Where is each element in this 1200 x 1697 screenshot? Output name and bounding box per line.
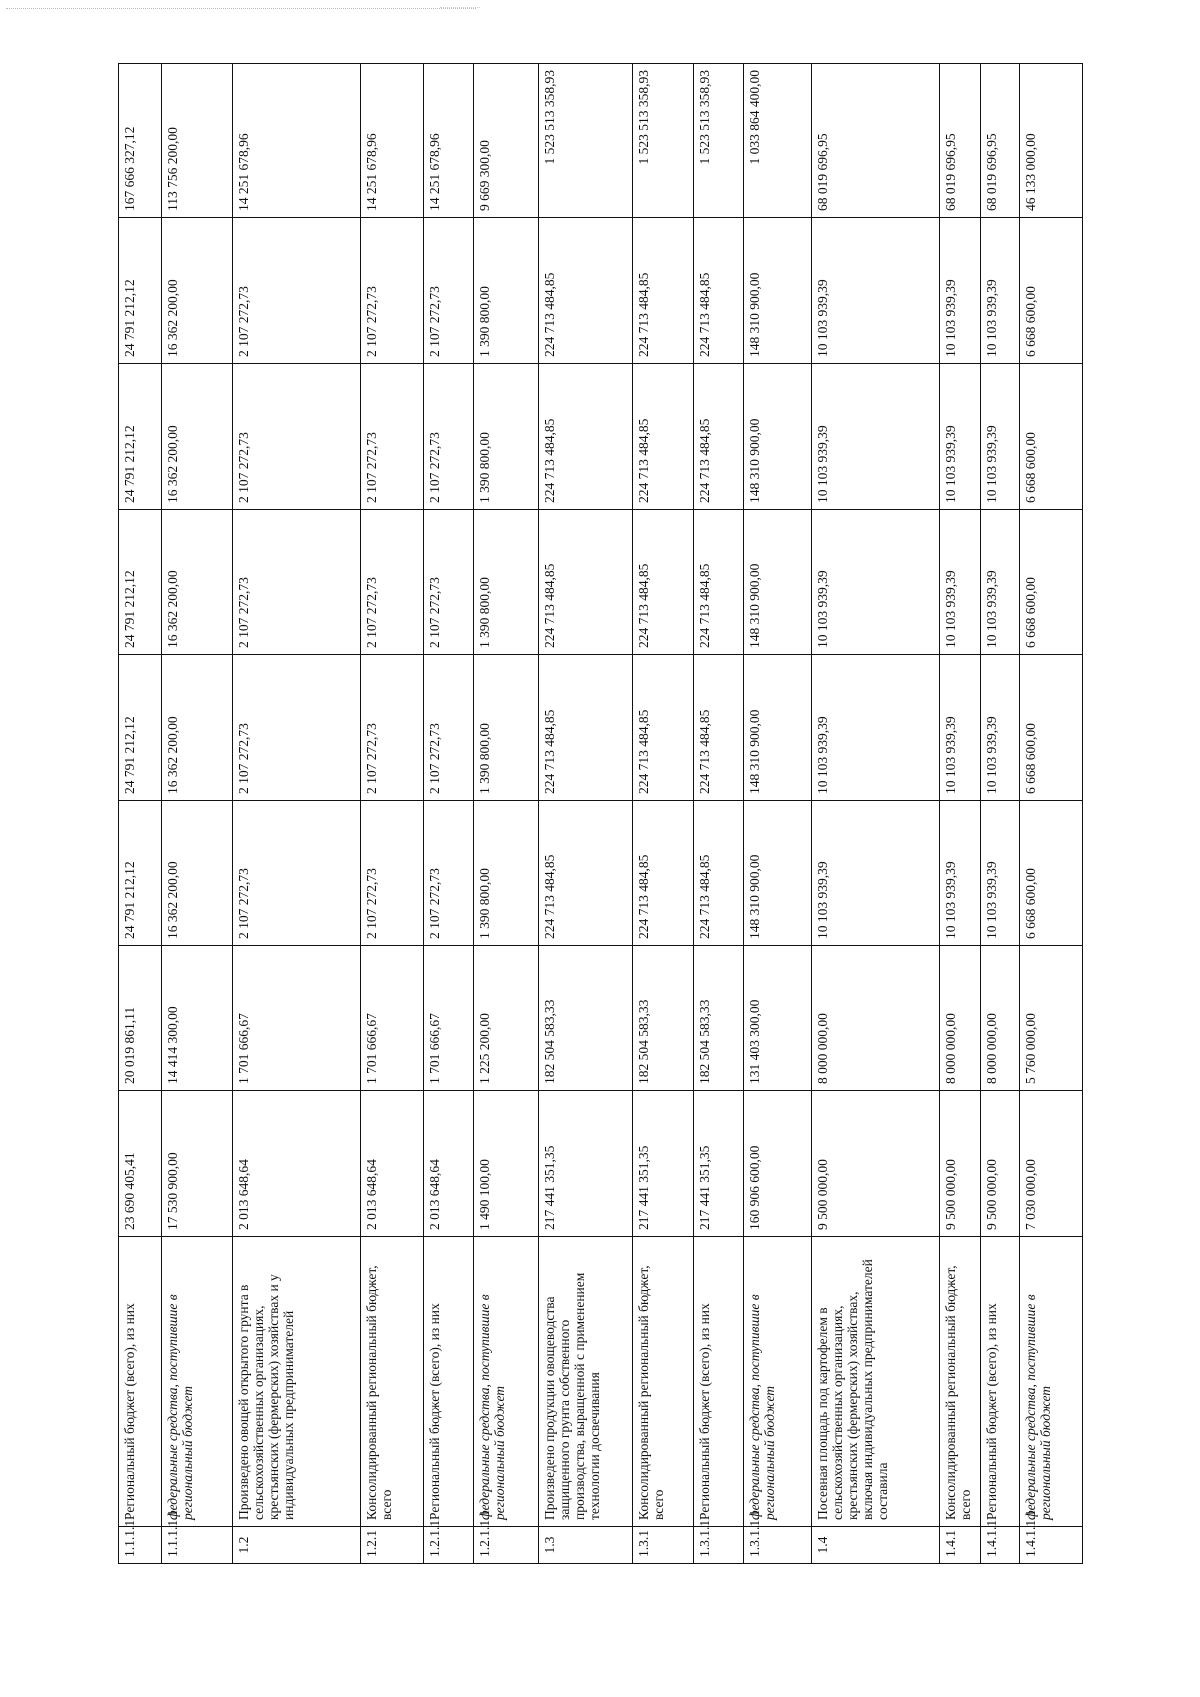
budget-table: [118, 63, 1083, 1564]
row-value-col-2: 1 225 200,00: [474, 946, 539, 1091]
row-value-col-1: 23 690 405,41: [119, 1091, 162, 1237]
row-value-col-3: 16 362 200,00: [162, 801, 232, 946]
row-value-col-1: 1 490 100,00: [474, 1091, 539, 1237]
row-code: 1.4: [812, 1527, 940, 1564]
row-value-col-1: 217 441 351,35: [539, 1091, 633, 1237]
table-row: [632, 64, 693, 1564]
row-value-col-2: 1 701 666,67: [424, 946, 474, 1091]
row-description: Региональный бюджет (всего), из них: [981, 1237, 1020, 1527]
row-value-col-5: 10 103 939,39: [981, 510, 1020, 655]
row-value-col-3: 10 103 939,39: [940, 801, 981, 946]
row-total-value: 113 756 200,00: [162, 64, 232, 218]
row-code: 1.1.1.1: [119, 1527, 162, 1564]
row-value-col-4: 16 362 200,00: [162, 655, 232, 801]
row-code: 1.2.1.1: [424, 1527, 474, 1564]
table-row: [232, 64, 360, 1564]
row-value-col-5: 2 107 272,73: [360, 510, 424, 655]
row-value-col-6: 2 107 272,73: [360, 364, 424, 510]
row-value-col-4: 2 107 272,73: [360, 655, 424, 801]
table-row: [693, 64, 743, 1564]
row-description: Посевная площадь под картофелем в сельскохозяйственных организациях, крестьянских (фермерских) хозяйствах, включая индивидуальных предпринимателей составила: [812, 1237, 940, 1527]
row-value-col-3: 224 713 484,85: [693, 801, 743, 946]
row-value-col-1: 217 441 351,35: [693, 1091, 743, 1237]
row-description: Консолидированный региональный бюджет, всего: [632, 1237, 693, 1527]
row-description: Региональный бюджет (всего), из них: [119, 1237, 162, 1527]
row-value-col-2: 182 504 583,33: [632, 946, 693, 1091]
row-value-col-3: 2 107 272,73: [232, 801, 360, 946]
table-row: [424, 64, 474, 1564]
table-row: [119, 64, 162, 1564]
row-value-col-1: 9 500 000,00: [812, 1091, 940, 1237]
row-value-col-3: 24 791 212,12: [119, 801, 162, 946]
row-value-col-5: 1 390 800,00: [474, 510, 539, 655]
table-row: [162, 64, 232, 1564]
row-value-col-5: 224 713 484,85: [693, 510, 743, 655]
row-value-col-6: 10 103 939,39: [940, 364, 981, 510]
row-value-col-1: 9 500 000,00: [940, 1091, 981, 1237]
row-value-col-3: 2 107 272,73: [424, 801, 474, 946]
row-code: 1.2: [232, 1527, 360, 1564]
row-value-col-3: 1 390 800,00: [474, 801, 539, 946]
row-value-col-1: 9 500 000,00: [981, 1091, 1020, 1237]
row-value-col-3: 224 713 484,85: [632, 801, 693, 946]
row-value-col-7: 148 310 900,00: [744, 218, 812, 364]
row-value-col-1: 2 013 648,64: [360, 1091, 424, 1237]
table-row: [981, 64, 1020, 1564]
table-row: [812, 64, 940, 1564]
row-value-col-5: 148 310 900,00: [744, 510, 812, 655]
row-total-value: 68 019 696,95: [981, 64, 1020, 218]
row-code: 1.2.1: [360, 1527, 424, 1564]
row-value-col-3: 10 103 939,39: [812, 801, 940, 946]
row-value-col-4: 224 713 484,85: [539, 655, 633, 801]
row-value-col-5: 2 107 272,73: [424, 510, 474, 655]
row-value-col-6: 224 713 484,85: [632, 364, 693, 510]
row-value-col-6: 10 103 939,39: [812, 364, 940, 510]
row-value-col-5: 6 668 600,00: [1020, 510, 1083, 655]
row-description: Произведено овощей открытого грунта в сельскохозяйственных организациях, крестьянских (фермерских) хозяйствах и у индивидуальных предпринимателей: [232, 1237, 360, 1527]
row-value-col-3: 224 713 484,85: [539, 801, 633, 946]
row-value-col-6: 224 713 484,85: [693, 364, 743, 510]
row-value-col-4: 2 107 272,73: [424, 655, 474, 801]
row-value-col-3: 6 668 600,00: [1020, 801, 1083, 946]
row-value-col-5: 10 103 939,39: [812, 510, 940, 655]
row-value-col-2: 5 760 000,00: [1020, 946, 1083, 1091]
row-value-col-4: 224 713 484,85: [632, 655, 693, 801]
row-value-col-7: 6 668 600,00: [1020, 218, 1083, 364]
row-value-col-2: 182 504 583,33: [539, 946, 633, 1091]
row-value-col-2: 8 000 000,00: [981, 946, 1020, 1091]
row-value-col-2: 182 504 583,33: [693, 946, 743, 1091]
row-value-col-2: 8 000 000,00: [940, 946, 981, 1091]
row-description: Консолидированный региональный бюджет, всего: [940, 1237, 981, 1527]
table-row: [940, 64, 981, 1564]
row-value-col-5: 10 103 939,39: [940, 510, 981, 655]
row-value-col-4: 2 107 272,73: [232, 655, 360, 801]
row-value-col-3: 2 107 272,73: [360, 801, 424, 946]
row-value-col-7: 224 713 484,85: [693, 218, 743, 364]
row-value-col-1: 7 030 000,00: [1020, 1091, 1083, 1237]
table-row: [539, 64, 633, 1564]
row-description: федеральные средства, поступившие в региональный бюджет: [474, 1237, 539, 1527]
row-value-col-6: 2 107 272,73: [232, 364, 360, 510]
row-code: 1.2.1.1.1: [474, 1527, 539, 1564]
row-description: Произведено продукции овощеводства защищенного грунта собственного производства, выращенной с применением технологии досвечивания: [539, 1237, 633, 1527]
row-value-col-6: 6 668 600,00: [1020, 364, 1083, 510]
row-value-col-6: 2 107 272,73: [424, 364, 474, 510]
row-value-col-7: 224 713 484,85: [539, 218, 633, 364]
row-value-col-2: 8 000 000,00: [812, 946, 940, 1091]
row-value-col-7: 10 103 939,39: [981, 218, 1020, 364]
row-value-col-1: 2 013 648,64: [424, 1091, 474, 1237]
row-value-col-4: 1 390 800,00: [474, 655, 539, 801]
row-value-col-7: 2 107 272,73: [360, 218, 424, 364]
row-total-value: 68 019 696,95: [940, 64, 981, 218]
row-total-value: 1 523 513 358,93: [632, 64, 693, 218]
row-total-value: 1 523 513 358,93: [693, 64, 743, 218]
table-row: [474, 64, 539, 1564]
row-code: 1.4.1.1: [981, 1527, 1020, 1564]
row-code: 1.4.1.1.1: [1020, 1527, 1083, 1564]
row-value-col-2: 1 701 666,67: [232, 946, 360, 1091]
row-total-value: 1 523 513 358,93: [539, 64, 633, 218]
row-value-col-4: 10 103 939,39: [981, 655, 1020, 801]
row-code: 1.3.1: [632, 1527, 693, 1564]
row-value-col-7: 24 791 212,12: [119, 218, 162, 364]
row-total-value: 14 251 678,96: [232, 64, 360, 218]
row-value-col-1: 2 013 648,64: [232, 1091, 360, 1237]
row-value-col-2: 20 019 861,11: [119, 946, 162, 1091]
row-value-col-4: 6 668 600,00: [1020, 655, 1083, 801]
row-value-col-5: 2 107 272,73: [232, 510, 360, 655]
row-description: федеральные средства, поступившие в региональный бюджет: [162, 1237, 232, 1527]
row-code: 1.3.1.1.1: [744, 1527, 812, 1564]
row-value-col-3: 10 103 939,39: [981, 801, 1020, 946]
row-value-col-6: 10 103 939,39: [981, 364, 1020, 510]
row-value-col-5: 24 791 212,12: [119, 510, 162, 655]
row-value-col-6: 224 713 484,85: [539, 364, 633, 510]
row-total-value: 167 666 327,12: [119, 64, 162, 218]
row-value-col-7: 2 107 272,73: [232, 218, 360, 364]
row-value-col-5: 224 713 484,85: [539, 510, 633, 655]
row-code: 1.4.1: [940, 1527, 981, 1564]
table-row: [1020, 64, 1083, 1564]
row-description: федеральные средства, поступившие в региональный бюджет: [744, 1237, 812, 1527]
scan-artifact-mark: [440, 7, 480, 8]
table-row: [360, 64, 424, 1564]
scan-artifact-line: [6, 8, 476, 9]
row-value-col-7: 1 390 800,00: [474, 218, 539, 364]
row-value-col-7: 224 713 484,85: [632, 218, 693, 364]
row-value-col-4: 24 791 212,12: [119, 655, 162, 801]
row-value-col-5: 224 713 484,85: [632, 510, 693, 655]
row-value-col-6: 1 390 800,00: [474, 364, 539, 510]
row-value-col-7: 10 103 939,39: [812, 218, 940, 364]
row-value-col-2: 14 414 300,00: [162, 946, 232, 1091]
row-value-col-6: 148 310 900,00: [744, 364, 812, 510]
row-total-value: 14 251 678,96: [360, 64, 424, 218]
row-description: Региональный бюджет (всего), из них: [693, 1237, 743, 1527]
row-value-col-1: 17 530 900,00: [162, 1091, 232, 1237]
row-value-col-4: 224 713 484,85: [693, 655, 743, 801]
row-description: Консолидированный региональный бюджет, всего: [360, 1237, 424, 1527]
row-total-value: 9 669 300,00: [474, 64, 539, 218]
row-value-col-4: 10 103 939,39: [940, 655, 981, 801]
rotated-table-container: [118, 64, 1083, 1564]
row-value-col-4: 148 310 900,00: [744, 655, 812, 801]
row-value-col-6: 16 362 200,00: [162, 364, 232, 510]
row-total-value: 14 251 678,96: [424, 64, 474, 218]
table-row: [744, 64, 812, 1564]
row-total-value: 1 033 864 400,00: [744, 64, 812, 218]
row-value-col-5: 16 362 200,00: [162, 510, 232, 655]
row-value-col-6: 24 791 212,12: [119, 364, 162, 510]
row-value-col-2: 1 701 666,67: [360, 946, 424, 1091]
row-value-col-4: 10 103 939,39: [812, 655, 940, 801]
row-value-col-7: 10 103 939,39: [940, 218, 981, 364]
row-total-value: 68 019 696,95: [812, 64, 940, 218]
row-code: 1.3: [539, 1527, 633, 1564]
row-value-col-7: 16 362 200,00: [162, 218, 232, 364]
row-value-col-2: 131 403 300,00: [744, 946, 812, 1091]
row-description: Региональный бюджет (всего), из них: [424, 1237, 474, 1527]
row-value-col-1: 160 906 600,00: [744, 1091, 812, 1237]
row-description: федеральные средства, поступившие в региональный бюджет: [1020, 1237, 1083, 1527]
row-code: 1.1.1.1.1: [162, 1527, 232, 1564]
row-total-value: 46 133 000,00: [1020, 64, 1083, 218]
row-value-col-7: 2 107 272,73: [424, 218, 474, 364]
row-value-col-3: 148 310 900,00: [744, 801, 812, 946]
row-code: 1.3.1.1: [693, 1527, 743, 1564]
row-value-col-1: 217 441 351,35: [632, 1091, 693, 1237]
